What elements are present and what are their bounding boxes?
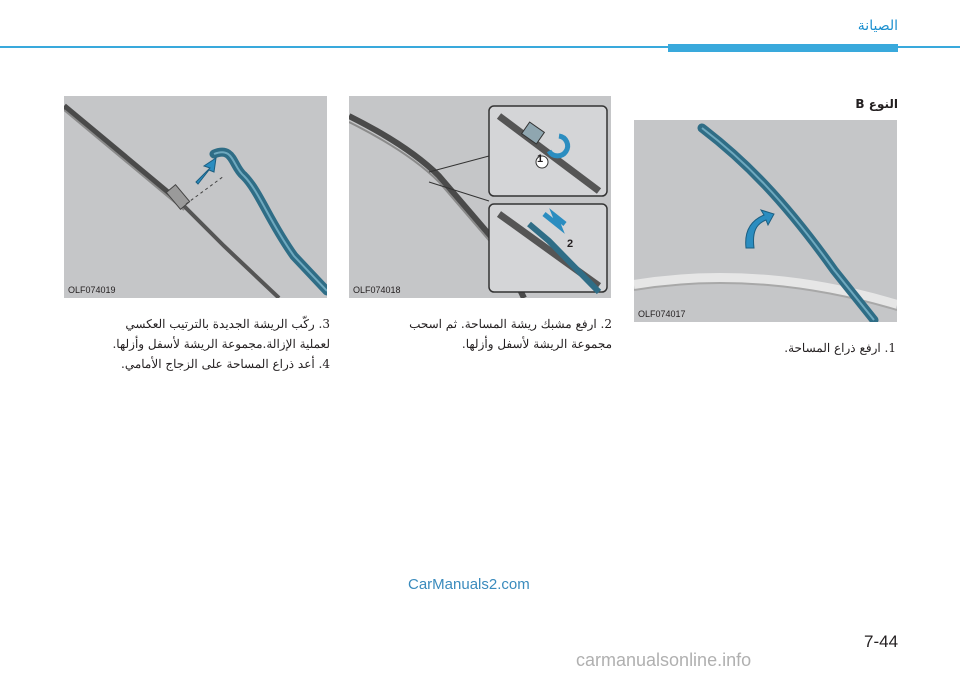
step-1: 1. ارفع ذراع المساحة. <box>784 341 896 355</box>
footer-watermark: carmanualsonline.info <box>576 650 752 670</box>
figure-code: OLF074018 <box>353 285 401 295</box>
watermark-link[interactable]: CarManuals2.com <box>408 576 530 593</box>
step-4: 4. أعد ذراع المساحة على الزجاج الأمامي. <box>121 357 330 371</box>
steps-column-middle <box>380 314 612 354</box>
step-3-line-2: لعملية الإزالة.مجموعة الريشة لأسفل وأزلها. <box>112 337 330 351</box>
figure-release-clip <box>349 96 611 298</box>
steps-column-left <box>80 314 330 374</box>
callout-2: 2 <box>567 238 574 250</box>
page-number: 7-44 <box>864 632 899 651</box>
header-accent-bar <box>668 44 898 52</box>
figure-install-blade <box>64 96 327 298</box>
step-3-line-1: 3. ركّب الريشة الجديدة بالترتيب العكسي <box>125 317 330 331</box>
section-heading: النوع B <box>855 97 898 111</box>
wiper-install-illustration <box>64 96 327 298</box>
figure-lift-arm <box>634 120 897 322</box>
callout-1: 1 <box>537 153 544 165</box>
step-2-line-2: مجموعة الريشة لأسفل وأزلها. <box>461 337 612 351</box>
figure-code: OLF074019 <box>68 285 116 295</box>
wiper-lift-illustration <box>634 120 897 322</box>
step-2-line-1: 2. ارفع مشبك ريشة المساحة. ثم اسحب <box>409 317 612 331</box>
steps-column-right <box>700 338 896 358</box>
section-title: الصيانة <box>857 18 898 34</box>
figure-code: OLF074017 <box>638 309 686 319</box>
wiper-release-illustration <box>349 96 611 298</box>
